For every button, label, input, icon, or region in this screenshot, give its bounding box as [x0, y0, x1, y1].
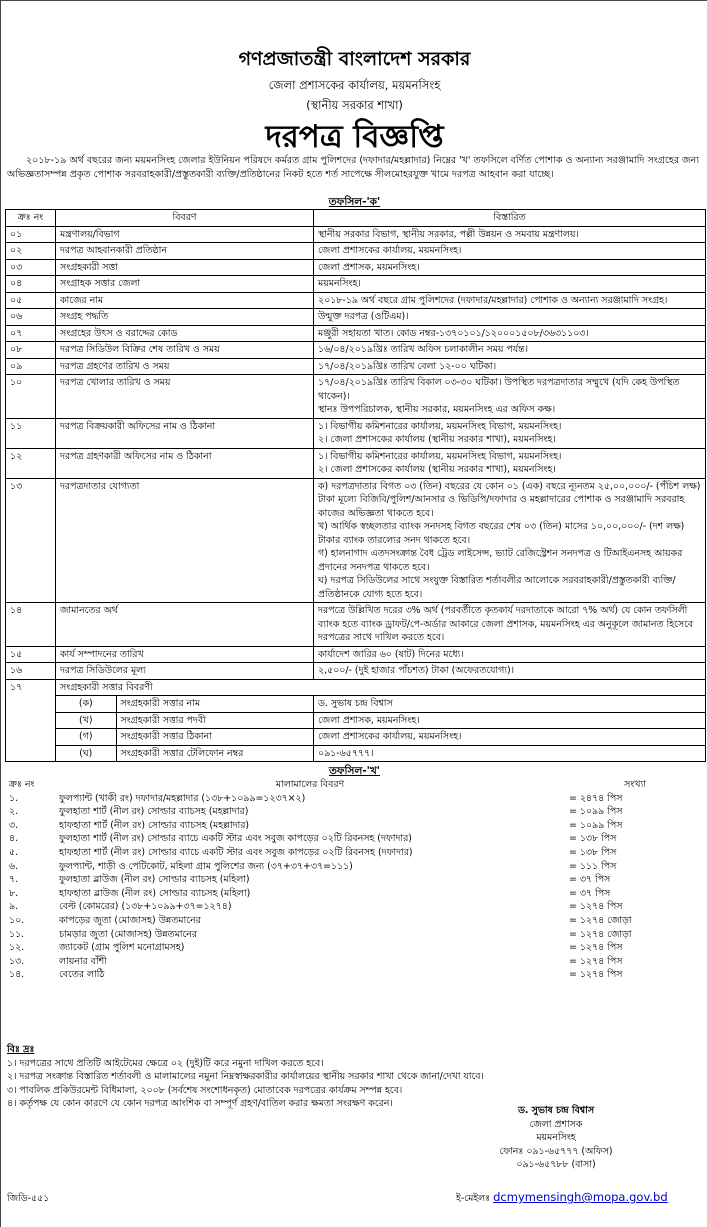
row-details	[314, 478, 706, 603]
notice-title: দরপত্র বিজ্ঞপ্তি	[265, 119, 444, 155]
row-description: কাজের নাম	[56, 292, 314, 309]
signatory-place: ময়মনসিংহ	[536, 1132, 576, 1143]
row-details	[314, 342, 706, 359]
detail-line: উন্মুক্ত দরপত্র (ওটিএম)।	[318, 311, 409, 322]
schedule-a-row	[6, 226, 706, 243]
row-serial: ১২	[6, 448, 56, 478]
header-serial: ক্রঃ নং	[9, 779, 35, 790]
row-description: সংগ্রহকারী সত্তা	[56, 259, 314, 276]
email-label: ই-মেইলঃ	[456, 1193, 491, 1204]
schedule-a-row	[6, 663, 706, 680]
row-description: কার্য সম্পাদনের তারিখ	[56, 646, 314, 663]
entity-label-cell	[56, 712, 314, 729]
signatory-name: ড. সুভাষ চন্দ্র বিশ্বাস	[517, 1105, 595, 1116]
schedule-a-row-17	[6, 679, 706, 696]
detail-line: গ) হালনাগাদ এতদসংক্রান্ত বৈধ ট্রেড লাইসেন্স, ভ্যাট রেজিস্ট্রেশন সনদপত্র ও টিআইএনসহ আয়কর প্রদানের সনদপত্র থাকতে হবে।	[318, 548, 683, 573]
goods-row	[5, 805, 705, 819]
detail-line: ১৭/০৪/২০১৯খ্রিঃ তারিখ বিকাল ০৩-৩০ ঘটিকা। উপস্থিত দরপত্রদাতার সম্মুখে (যদি কেহ উপস্থিত থাকেন)।	[318, 377, 680, 402]
detail-line: ১। বিভাগীয় কমিশনারের কার্যালয়, ময়মনসিংহ বিভাগ, ময়মনসিংহ।	[318, 420, 562, 432]
row-description: জামানতের অর্থ	[56, 603, 314, 647]
goods-description: ফুলহাতা ব্লাউজ (নীল রং) সোল্ডার ব্যাচসহ (মহিলা)	[59, 874, 250, 886]
row-serial: ১৭	[6, 679, 56, 762]
detail-line: স্থানঃ উপপরিচালক, স্থানীয় সরকার, ময়মনসিংহ এর অফিস কক্ষ।	[318, 404, 556, 415]
row-details	[314, 418, 706, 448]
entity-label: সংগ্রহকারী সত্তার ঠিকানা	[120, 731, 212, 742]
entity-label: সংগ্রহকারী সত্তার পদবী	[120, 714, 206, 726]
row-details	[314, 243, 706, 260]
goods-serial: ১৩.	[9, 955, 25, 967]
row-description: মন্ত্রণালয়/বিভাগ	[56, 226, 314, 243]
row-serial: ১৫	[6, 646, 56, 663]
entity-key: (খ)	[56, 713, 116, 729]
goods-quantity: = ৩৭ পিস	[569, 887, 611, 899]
schedule-a-row	[6, 418, 706, 448]
schedule-a-row	[6, 646, 706, 663]
row-details	[314, 309, 706, 326]
row-serial: ১৬	[6, 663, 56, 680]
goods-quantity: = ১২৭৪ পিস	[569, 901, 623, 913]
row-description: দরপত্র আহবানকারী প্রতিষ্ঠান	[56, 243, 314, 260]
note-item: ১। দরপত্রের সাথে প্রতিটি আইটেমের ক্ষেত্রে ০২ (দুই)টি করে নমুনা দাখিল করতে হবে।	[7, 1057, 324, 1069]
goods-quantity: = ১২৭৪ জোড়া	[569, 914, 632, 926]
goods-row	[5, 792, 705, 806]
notes-title: বিঃ দ্রঃ	[7, 1044, 35, 1055]
detail-line: ২০১৮-১৯ অর্থ বছরে গ্রাম পুলিশদের (দফাদার/মহল্লাদার) পোশাক ও অন্যান্য সরঞ্জামাদি সংগ্রহ।	[318, 294, 668, 306]
header-description: বিবরণ	[56, 210, 314, 227]
row-serial: ০৮	[6, 342, 56, 359]
goods-serial: ৪.	[9, 833, 19, 845]
goods-serial: ১২.	[9, 942, 25, 954]
goods-serial: ৯.	[9, 901, 19, 913]
schedule-a-header-row	[6, 210, 706, 227]
goods-description: চামড়ার জুতা (মোজাসহ) উন্নতমানের	[59, 928, 198, 940]
schedule-a-row	[6, 342, 706, 359]
row-serial: ০১	[6, 226, 56, 243]
phone-office: ফোনঃ ০৯১-৬৫৭৭৭ (অফিস)	[499, 1145, 613, 1157]
detail-line: স্থানীয় সরকার বিভাগ, স্থানীয় সরকার, পল্লী উন্নয়ন ও সমবায় মন্ত্রণালয়।	[318, 228, 579, 240]
detail-line: ২,৫০০/- (দুই হাজার পাঁচশত) টাকা (অফেরতযোগ্য)।	[318, 665, 514, 676]
intro-text: ২০১৮-১৯ অর্থ বছরের জন্য ময়মনসিংহ জেলার ইউনিয়ন পরিষদে কর্মরত গ্রাম পুলিশদের (দফাদার/মহল্লাদার) নিম্নের 'খ' তফসিলে বর্ণিত পোশাক ও অন্যান্য সরঞ্জামাদি সংগ্রহের জন্য অভিজ্ঞতাসম্পন্ন প্রকৃত পোশাক সরবরাহকারী/প্রস্তুতকারী ব্যক্তি/প্রতিষ্ঠানের নিকট হতে শর্ত সাপেক্ষে সীলমোহরযুক্ত খামে দরপত্র আহবান করা যাচ্ছে।	[7, 155, 699, 180]
notes-section	[7, 1043, 697, 1111]
entity-detail-row	[6, 712, 706, 729]
detail-line: ১৬/০৪/২০১৯খ্রিঃ তারিখ অফিস চলাকালীন সময় পর্যন্ত।	[318, 344, 528, 355]
detail-line: মঞ্জুরী সহায়তা খাত। কোড নম্বর-১৩৭০১০১/১২০০০১৫০৮/৩৬৩১১০৩।	[318, 327, 589, 339]
entity-value: জেলা প্রশাসকের কার্যালয়, ময়মনসিংহ।	[314, 729, 706, 746]
row-details	[314, 292, 706, 309]
schedule-a-row	[6, 243, 706, 260]
row-description: দরপত্র সিডিউল বিক্রির শেষ তারিখ ও সময়	[56, 342, 314, 359]
entity-value: জেলা প্রশাসক, ময়মনসিংহ।	[314, 712, 706, 729]
detail-line: ক) দরপত্রদাতার বিগত ০৩ (তিন) বছরের যে কোন ০১ (এক) বছরে ন্যূনতম ২৫,০০,০০০/- (পঁচিশ লক্ষ) টাকা মূল্যে বিজিবি/পুলিশ/আনসার ও ভিডিপি/দফাদার ও মহল্লাদারের পোশাক ও সরঞ্জামাদি সরবরাহ কাজের অভিজ্ঞতা থাকতে হবে।	[318, 480, 701, 519]
row-serial: ১৪	[6, 603, 56, 647]
header-quantity: সংখ্যা	[624, 779, 646, 790]
goods-description: ফুলহাতা শার্ট (নীল রং) সোল্ডার ব্যাচসহ (মহল্লাদার)	[59, 806, 249, 818]
goods-serial: ৩.	[9, 819, 19, 831]
row-serial: ০৭	[6, 325, 56, 342]
goods-description: ফুলপ্যান্ট (খাকী রং) দফাদার/মহল্লাদার (১৩৮+১০৯৯=১২৩৭×২)	[59, 792, 306, 804]
detail-line: ঘ) দরপত্র সিডিউলের সাথে সংযুক্ত বিস্তারিত শর্তাবলীর আলোকে সরবরাহকারী/প্রস্তুতকারী ব্যক্তি/প্রতিষ্ঠানকে যোগ্য হতে হবে।	[318, 575, 676, 600]
entity-value: ড. সুভাষ চন্দ্র বিশ্বাস	[314, 696, 706, 713]
entity-key: (ক)	[56, 696, 116, 712]
row-serial: ০৬	[6, 309, 56, 326]
row-description: দরপত্র সিডিউলের মূল্য	[56, 663, 314, 680]
row-details	[314, 663, 706, 680]
entity-label: সংগ্রহকারী সত্তার টেলিফোন নম্বর	[120, 747, 244, 759]
header-serial: ক্রঃ নং	[6, 210, 56, 227]
goods-quantity: = ১১১ পিস	[569, 860, 617, 872]
goods-serial: ২.	[9, 806, 19, 818]
row-details	[314, 603, 706, 647]
row-description: সংগ্রহকারী সত্তার বিবরণী	[56, 679, 706, 696]
detail-line: ১৭/০৪/২০১৯খ্রিঃ তারিখ বেলা ১২-০০ ঘটিকা।	[318, 360, 497, 372]
entity-detail-row	[6, 729, 706, 746]
signature-block	[471, 1104, 641, 1172]
note-item: ২। দরপত্র সংক্রান্ত বিস্তারিত শর্তাবলী ও মালামালের নমুনা নিম্নস্বাক্ষরকারীর কার্যালয়ের স্থানীয় সরকার শাখা থেকে জানা/দেখা যাবে।	[7, 1071, 484, 1082]
row-details	[314, 259, 706, 276]
detail-line: ২। জেলা প্রশাসকের কার্যালয় (স্থানীয় সরকার শাখা), ময়মনসিংহ।	[318, 464, 556, 475]
goods-description: হাফহাতা শার্ট (নীল রং) সোল্ডার ব্যাচে একটি স্টার এবং সবুজ কাপড়ের ০২টি রিবনসহ (দফাদার)	[59, 846, 413, 858]
schedule-a-row	[6, 325, 706, 342]
goods-serial: ১১.	[9, 928, 25, 940]
goods-row	[5, 968, 705, 982]
schedule-a-row	[6, 276, 706, 293]
row-details	[314, 448, 706, 478]
row-serial: ১৩	[6, 478, 56, 603]
goods-serial: ১.	[9, 792, 19, 804]
goods-row	[5, 941, 705, 955]
row-details	[314, 276, 706, 293]
row-details	[314, 325, 706, 342]
row-description: সংগ্রহের উৎস ও বরাদ্দের কোড	[56, 325, 314, 342]
goods-quantity: = ১৩৮ পিস	[569, 846, 617, 858]
goods-description: হাফহাতা শার্ট (নীল রং) সোল্ডার ব্যাচসহ (মহল্লাদার)	[59, 819, 250, 831]
schedule-a-row	[6, 603, 706, 647]
row-details	[314, 226, 706, 243]
goods-quantity: = ১২৭৪ পিস	[569, 969, 623, 981]
goods-row	[5, 955, 705, 969]
phone-home: ০৯১-৬৫৭৮৮ (বাসা)	[516, 1159, 596, 1170]
row-details	[314, 646, 706, 663]
row-details	[314, 358, 706, 375]
detail-line: জেলা প্রশাসকের কার্যালয়, ময়মনসিংহ।	[318, 245, 462, 256]
goods-serial: ৭.	[9, 874, 19, 886]
goods-row	[5, 873, 705, 887]
row-serial: ০৪	[6, 276, 56, 293]
entity-detail-row	[6, 696, 706, 713]
goods-serial: ৮.	[9, 887, 19, 899]
entity-key: (ঘ)	[56, 746, 116, 762]
schedule-a-caption: তফসিল-'ক'	[328, 196, 381, 208]
detail-line: দরপত্রে উল্লিখিত দরের ৩% অর্থ (পরবর্তীতে কৃতকার্য দরদাতাকে আরো ৭% অর্থ) যে কোন তফসিলী ব্যাংক হতে ব্যাংক ড্রাফট/পে-অর্ডার আকারে জেলা প্রশাসক, ময়মনসিংহ এর অনুকূলে জামানত হিসেবে দরপত্রের সাথে দাখিল করতে হবে।	[318, 605, 694, 643]
gd-reference: জিডি-৫৫১	[7, 1193, 50, 1204]
row-serial: ০৫	[6, 292, 56, 309]
row-details	[314, 375, 706, 419]
goods-description: বেতের লাঠি	[59, 969, 105, 981]
goods-serial: ৬.	[9, 860, 19, 872]
row-serial: ১০	[6, 375, 56, 419]
row-description: দরপত্র বিক্রয়কারী অফিসের নাম ও ঠিকানা	[56, 418, 314, 448]
schedule-a-row	[6, 358, 706, 375]
goods-description: হাফহাতা ব্লাউজ (নীল রং) সোল্ডার ব্যাচসহ (মহিলা)	[59, 887, 251, 899]
schedule-a-row	[6, 309, 706, 326]
email-link[interactable]: dcmymensingh@mopa.gov.bd	[493, 1190, 668, 1204]
header-goods: মালামালের বিবরণ	[275, 779, 345, 790]
note-item: ৪। কর্তৃপক্ষ যে কোন কারণে যে কোন দরপত্র আংশিক বা সম্পূর্ণ গ্রহণ/বাতিল করার ক্ষমতা সংরক্ষণ করেন।	[7, 1098, 393, 1109]
goods-row	[5, 860, 705, 874]
goods-row	[5, 928, 705, 942]
goods-description: জ্যাকেট (গ্রাম পুলিশ মনোগ্রামসহ)	[59, 942, 185, 954]
row-serial: ১১	[6, 418, 56, 448]
entity-value: ০৯১-৬৫৭৭৭।	[314, 745, 706, 762]
goods-description: ফুলহাতা শার্ট (নীল রং) সোল্ডার ব্যাচে একটি স্টার এবং সবুজ কাপড়ের ০২টি রিবনসহ (দফাদার)	[59, 833, 412, 845]
signatory-designation: জেলা প্রশাসক	[529, 1118, 583, 1130]
goods-description: লায়নার বাঁশী	[59, 955, 107, 967]
detail-line: খ) আর্থিক স্বচ্ছলতার ব্যাংক সনদসহ বিগত বছরের শেষ ০৩ (তিন) মাসের ১০,০০,০০০/- (দশ লক্ষ) টাকার ব্যাংক তারল্যের সনদ থাকতে হবে।	[318, 521, 685, 546]
schedule-a-row	[6, 259, 706, 276]
intro-paragraph	[7, 154, 699, 182]
entity-detail-row	[6, 745, 706, 762]
schedule-a-table	[5, 209, 706, 762]
schedule-a-row	[6, 375, 706, 419]
schedule-b-table	[5, 778, 705, 982]
row-description: দরপত্র গ্রহণকারী অফিসের নাম ও ঠিকানা	[56, 448, 314, 478]
goods-row	[5, 900, 705, 914]
row-description: দরপত্র খোলার তারিখ ও সময়	[56, 375, 314, 419]
row-serial: ০২	[6, 243, 56, 260]
detail-line: কার্যাদেশ জারির ৬০ (ষাট) দিনের মধ্যে।	[318, 648, 464, 660]
entity-key: (গ)	[56, 729, 116, 745]
government-title: গণপ্রজাতন্ত্রী বাংলাদেশ সরকার	[238, 48, 471, 70]
goods-serial: ১০.	[9, 914, 25, 926]
detail-line: ২। জেলা প্রশাসকের কার্যালয় (স্থানীয় সরকার শাখা), ময়মনসিংহ।	[318, 434, 556, 445]
goods-quantity: = ১০৯৯ পিস	[569, 806, 623, 818]
detail-line: ১। বিভাগীয় কমিশনারের কার্যালয়, ময়মনসিংহ বিভাগ, ময়মনসিংহ।	[318, 450, 562, 462]
detail-line: জেলা প্রশাসক, ময়মনসিংহ।	[318, 261, 420, 273]
row-description: দরপত্রদাতার যোগ্যতা	[56, 478, 314, 603]
row-description: সংগ্রহ পদ্ধতি	[56, 309, 314, 326]
entity-label-cell	[56, 745, 314, 762]
goods-row	[5, 832, 705, 846]
detail-line: ময়মনসিংহ।	[318, 278, 361, 289]
goods-quantity: = ২৪৭৪ পিস	[569, 792, 623, 804]
goods-description: কাপড়ের জুতা (মোজাসহ) উন্নতমানের	[59, 914, 201, 926]
row-serial: ০৩	[6, 259, 56, 276]
schedule-a-row	[6, 478, 706, 603]
schedule-b-caption: তফসিল-'খ'	[329, 765, 380, 777]
email-line	[456, 1190, 668, 1206]
schedule-a-row	[6, 292, 706, 309]
goods-quantity: = ১০৯৯ পিস	[569, 819, 623, 831]
goods-quantity: = ৩৭ পিস	[569, 874, 611, 886]
goods-row	[5, 819, 705, 833]
goods-row	[5, 914, 705, 928]
office-name: জেলা প্রশাসকের কার্যালয়, ময়মনসিংহ	[268, 78, 441, 92]
goods-quantity: = ১৩৮ পিস	[569, 833, 617, 845]
row-description: দরপত্র গ্রহণের তারিখ ও সময়	[56, 358, 314, 375]
entity-label-cell	[56, 729, 314, 746]
goods-quantity: = ১২৭৪ পিস	[569, 955, 623, 967]
schedule-a-row	[6, 448, 706, 478]
goods-description: বেল্ট (কোমরের) (১৩৮+১০৯৯+৩৭=১২৭৪)	[59, 901, 232, 913]
goods-description: ফুলপ্যান্ট, শাড়ী ও পেটিকোট, মহিলা গ্রাম পুলিশের জন্য (৩৭+৩৭+৩৭=১১১)	[59, 860, 353, 872]
note-item: ৩। পাবলিক প্রকিউরমেন্ট বিধিমালা, ২০০৮ (সর্বশেষ সংশোধনকৃত) মোতাবেক দরপত্রের কার্যক্রম সম্পন্ন হবে।	[7, 1084, 403, 1096]
header-details: বিস্তারিত	[314, 210, 706, 227]
row-description: সংগ্রাহক সত্তার জেলা	[56, 276, 314, 293]
goods-quantity: = ১২৭৪ জোড়া	[569, 928, 632, 940]
goods-quantity: = ১২৭৪ পিস	[569, 942, 623, 954]
entity-label: সংগ্রহকারী সত্তার নাম	[120, 698, 201, 709]
goods-row	[5, 887, 705, 901]
schedule-b-header-row	[5, 778, 705, 792]
goods-row	[5, 846, 705, 860]
row-serial: ০৯	[6, 358, 56, 375]
branch-name: (স্থানীয় সরকার শাখা)	[306, 98, 403, 112]
entity-label-cell	[56, 696, 314, 713]
goods-serial: ৫.	[9, 846, 19, 858]
goods-serial: ১৪.	[9, 969, 25, 981]
